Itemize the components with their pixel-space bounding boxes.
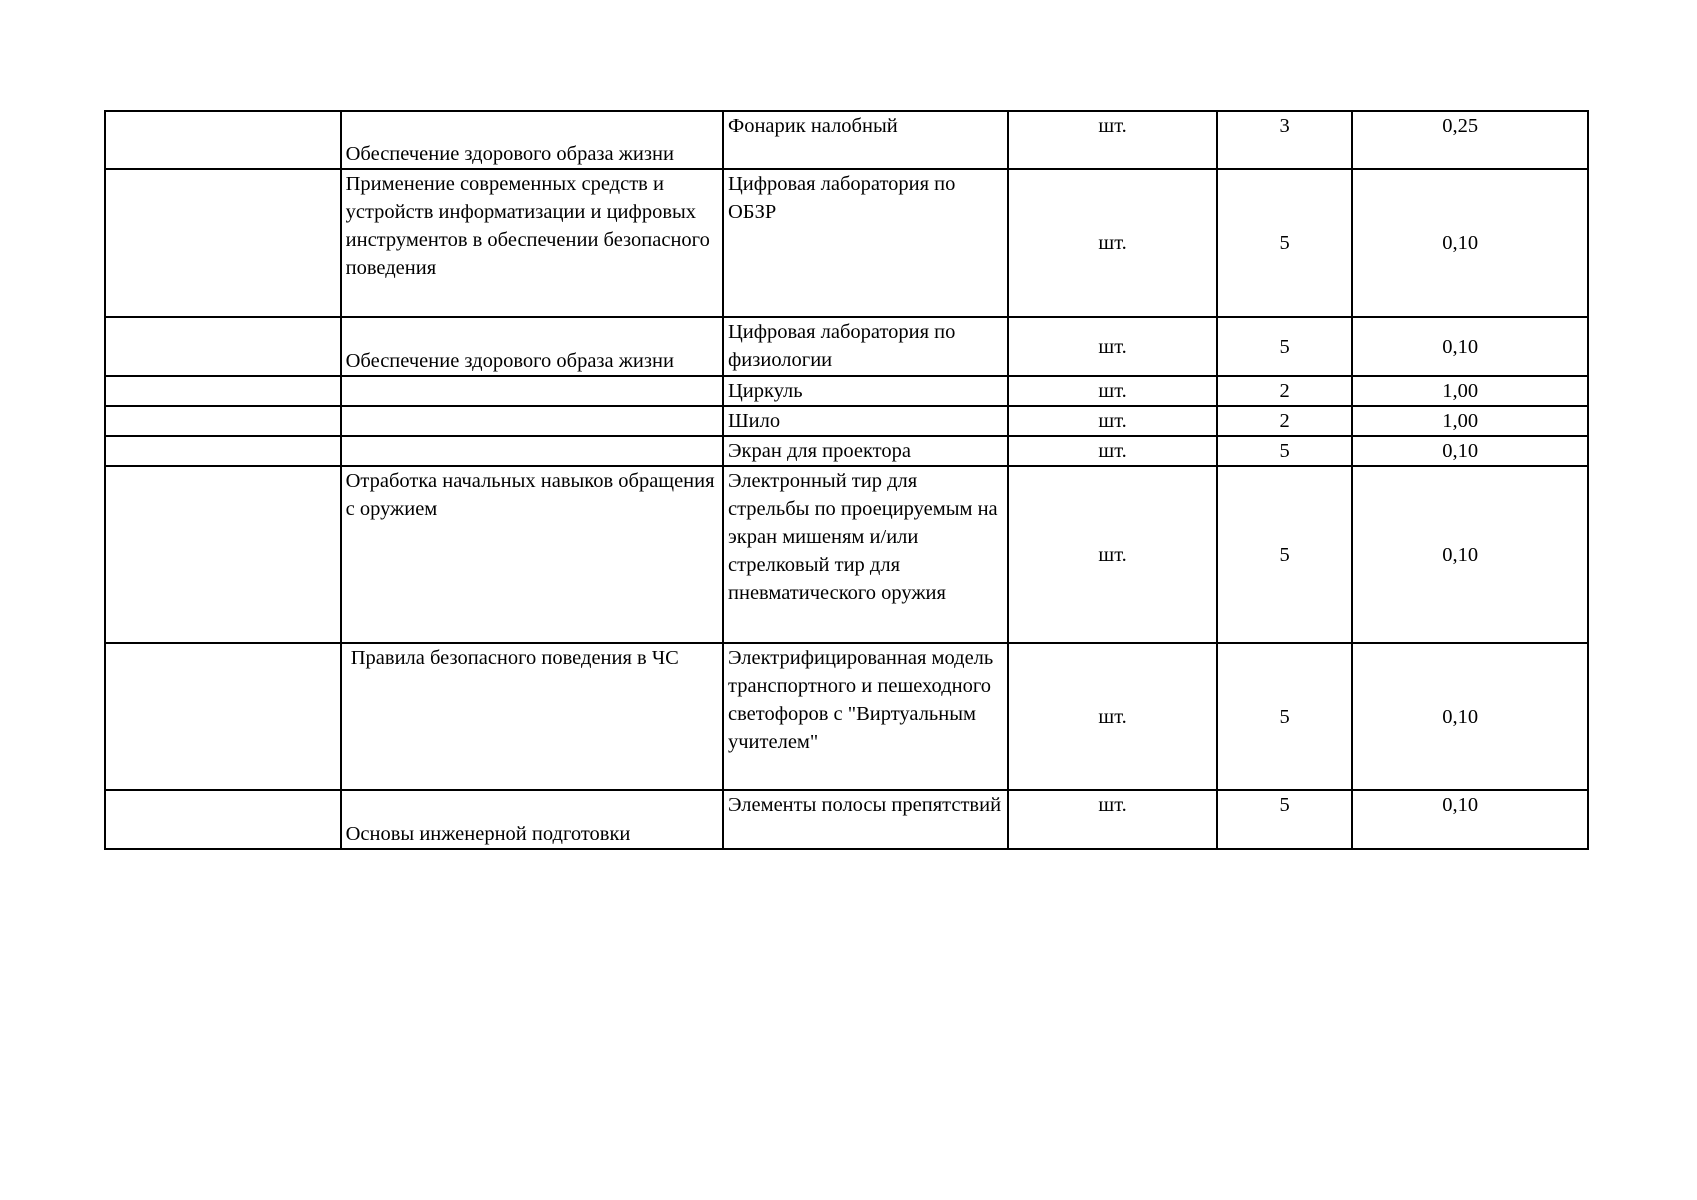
qty-cell: 2 xyxy=(1217,376,1352,406)
qty-cell: 2 xyxy=(1217,406,1352,436)
unit-cell: шт. xyxy=(1008,790,1217,849)
unit-cell: шт. xyxy=(1008,406,1217,436)
ratio-value: 1,00 xyxy=(1442,380,1479,402)
item-cell: Электронный тир для стрельбы по проецируемым на экран мишеням и/или стрелковый тир для пневматического оружия xyxy=(723,466,1008,643)
qty-cell: 3 xyxy=(1217,111,1352,169)
unit-cell: шт. xyxy=(1008,376,1217,406)
qty-cell: 5 xyxy=(1217,643,1352,790)
unit-cell: шт. xyxy=(1008,317,1217,376)
empty-cell xyxy=(105,317,341,376)
subject-cell: Основы инженерной подготовки xyxy=(341,790,723,849)
ratio-cell xyxy=(1352,317,1588,376)
ratio-value: 0,10 xyxy=(1442,705,1479,728)
empty-cell xyxy=(105,169,341,317)
ratio-cell xyxy=(1352,111,1588,169)
ratio-value: 0,10 xyxy=(1442,794,1479,816)
empty-cell xyxy=(105,436,341,466)
ratio-cell xyxy=(1352,376,1588,406)
empty-cell xyxy=(105,643,341,790)
qty-cell: 5 xyxy=(1217,169,1352,317)
subject-cell: Обеспечение здорового образа жизни xyxy=(341,317,723,376)
item-cell: Цифровая лаборатория по физиологии xyxy=(723,317,1008,376)
qty-cell: 5 xyxy=(1217,466,1352,643)
ratio-value: 0,10 xyxy=(1442,335,1479,358)
empty-cell xyxy=(105,111,341,169)
ratio-cell xyxy=(1352,466,1588,643)
ratio-value: 1,00 xyxy=(1442,410,1479,432)
subject-cell: Отработка начальных навыков обращения с оружием xyxy=(341,466,723,643)
ratio-cell xyxy=(1352,643,1588,790)
empty-cell xyxy=(105,406,341,436)
unit-cell: шт. xyxy=(1008,111,1217,169)
item-cell: Цифровая лаборатория по ОБЗР xyxy=(723,169,1008,317)
item-cell: Элементы полосы препятствий xyxy=(723,790,1008,849)
unit-cell: шт. xyxy=(1008,466,1217,643)
ratio-value: 0,25 xyxy=(1442,115,1479,137)
subject-cell xyxy=(341,376,723,406)
subject-cell xyxy=(341,406,723,436)
unit-cell: шт. xyxy=(1008,643,1217,790)
qty-cell: 5 xyxy=(1217,436,1352,466)
empty-cell xyxy=(105,790,341,849)
item-cell: Шило xyxy=(723,406,1008,436)
table-row xyxy=(105,790,1588,849)
table-row xyxy=(105,406,1588,436)
ratio-value: 0,10 xyxy=(1442,543,1479,566)
empty-cell xyxy=(105,466,341,643)
unit-cell: шт. xyxy=(1008,169,1217,317)
subject-cell: Обеспечение здорового образа жизни xyxy=(341,111,723,169)
equipment-table xyxy=(104,110,1589,850)
item-cell: Циркуль xyxy=(723,376,1008,406)
subject-cell: Правила безопасного поведения в ЧС xyxy=(341,643,723,790)
item-cell: Электрифицированная модель транспортного и пешеходного светофоров с "Виртуальным учителем" xyxy=(723,643,1008,790)
qty-cell: 5 xyxy=(1217,317,1352,376)
subject-cell xyxy=(341,436,723,466)
item-cell: Экран для проектора xyxy=(723,436,1008,466)
ratio-cell xyxy=(1352,406,1588,436)
empty-cell xyxy=(105,376,341,406)
ratio-cell xyxy=(1352,169,1588,317)
table-row xyxy=(105,317,1588,376)
subject-cell: Применение современных средств и устройств информатизации и цифровых инструментов в обеспечении безопасного поведения xyxy=(341,169,723,317)
table-row xyxy=(105,643,1588,790)
table-row xyxy=(105,376,1588,406)
table-row xyxy=(105,169,1588,317)
unit-cell: шт. xyxy=(1008,436,1217,466)
ratio-cell xyxy=(1352,790,1588,849)
item-cell: Фонарик налобный xyxy=(723,111,1008,169)
table-row xyxy=(105,111,1588,169)
ratio-value: 0,10 xyxy=(1442,232,1479,254)
ratio-cell xyxy=(1352,436,1588,466)
table-row xyxy=(105,466,1588,643)
table-row xyxy=(105,436,1588,466)
qty-cell: 5 xyxy=(1217,790,1352,849)
ratio-value: 0,10 xyxy=(1442,440,1479,462)
